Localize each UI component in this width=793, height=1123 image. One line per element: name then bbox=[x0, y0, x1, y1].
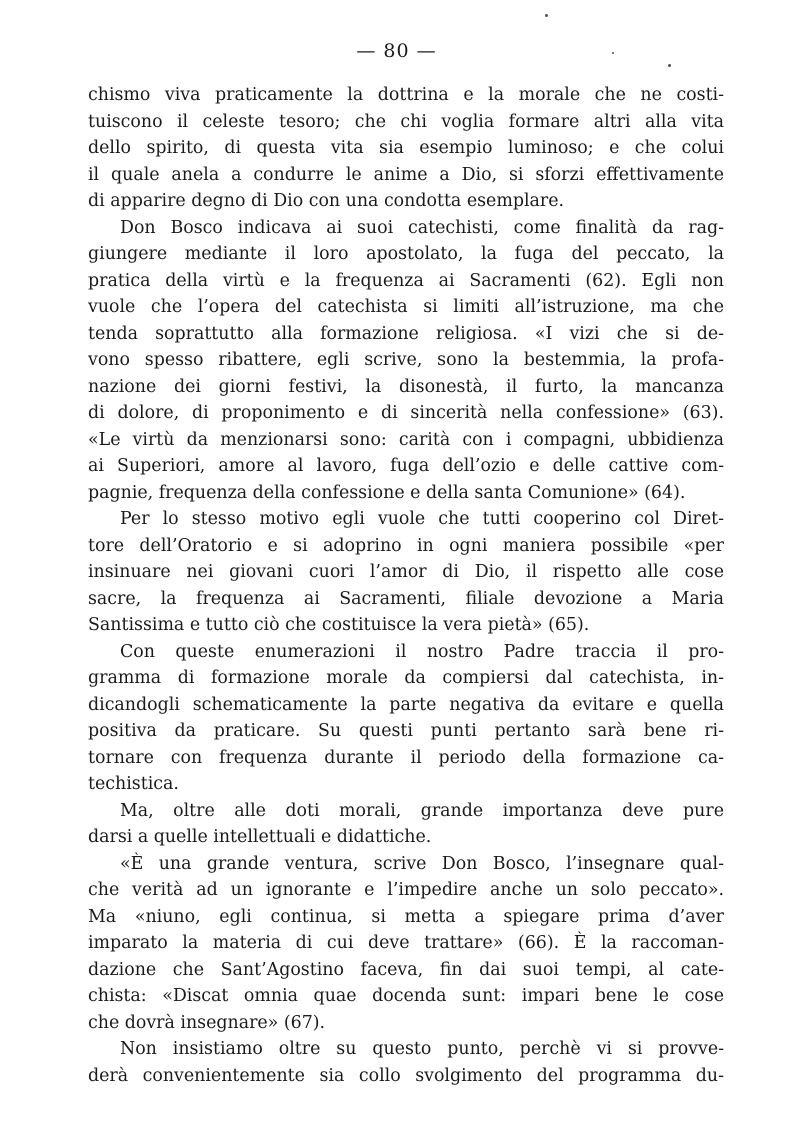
text-line: di dolore, di proponimento e di sincerità nella confessione» (63). bbox=[88, 403, 724, 423]
text-line: Don Bosco indicava ai suoi catechisti, come finalità da rag- bbox=[120, 217, 724, 238]
text-line: «È una grande ventura, scrive Don Bosco, l’insegnare qual- bbox=[120, 853, 724, 874]
page-number: — 80 — bbox=[356, 40, 437, 62]
text-line: Ma «niuno, egli continua, si metta a spiegare prima d’aver bbox=[88, 906, 724, 927]
paragraph-5 bbox=[88, 798, 724, 851]
text-line: giungere mediante il loro apostolato, la fuga del peccato, la bbox=[88, 244, 724, 264]
text-line: di apparire degno di Dio con una condotta esemplare. bbox=[88, 191, 565, 211]
paragraph-3 bbox=[88, 506, 724, 639]
print-speck bbox=[612, 52, 614, 54]
text-line: Non insistiamo oltre su questo punto, perchè vi si provve- bbox=[120, 1039, 724, 1059]
print-speck bbox=[545, 14, 548, 17]
text-line: imparato la materia di cui deve trattare» (66). È la raccoman- bbox=[88, 933, 724, 953]
text-line: pagnie, frequenza della confessione e della santa Comunione» (64). bbox=[88, 482, 686, 503]
text-line: Santissima e tutto ciò che costituisce la vera pietà» (65). bbox=[88, 615, 590, 635]
text-line: chista: «Discat omnia quae docenda sunt: impari bene le cose bbox=[88, 986, 724, 1006]
text-line: tenda soprattutto alla formazione religiosa. «I vizi che si de- bbox=[88, 323, 724, 344]
text-line: che dovrà insegnare» (67). bbox=[88, 1012, 326, 1033]
text-line: chismo viva praticamente la dottrina e la morale che ne costi- bbox=[88, 85, 724, 105]
text-line: derà convenientemente sia collo svolgimento del programma du- bbox=[88, 1065, 724, 1086]
text-line: dello spirito, di questa vita sia esempio luminoso; e che colui bbox=[88, 138, 724, 158]
text-line: Per lo stesso motivo egli vuole che tutti cooperino col Diret- bbox=[120, 509, 724, 529]
text-line: dicandogli schematicamente la parte negativa da evitare e quella bbox=[88, 694, 724, 715]
text-line: dazione che Sant’Agostino faceva, fin dai suoi tempi, al cate- bbox=[88, 959, 724, 980]
text-line: nazione dei giorni festivi, la disonestà, il furto, la mancanza bbox=[88, 376, 724, 397]
paragraph-2 bbox=[88, 215, 724, 507]
paragraph-1 bbox=[88, 82, 724, 215]
text-line: gramma di formazione morale da compiersi dal catechista, in- bbox=[88, 668, 724, 688]
print-speck bbox=[668, 64, 671, 67]
text-line: «Le virtù da menzionarsi sono: carità con i compagni, ubbidienza bbox=[88, 429, 724, 450]
text-line: techistica. bbox=[88, 774, 179, 794]
text-line: sacre, la frequenza ai Sacramenti, filiale devozione a Maria bbox=[88, 588, 724, 609]
text-line: tornare con frequenza durante il periodo della formazione ca- bbox=[88, 747, 724, 768]
body-text bbox=[88, 82, 724, 1089]
text-line: che verità ad un ignorante e l’impedire anche un solo peccato». bbox=[88, 880, 724, 900]
text-line: insinuare nei giovani cuori l’amor di Dio, il rispetto alle cose bbox=[88, 562, 724, 582]
text-line: tore dell’Oratorio e si adoprino in ogni maniera possibile «per bbox=[88, 535, 724, 556]
text-line: positiva da praticare. Su questi punti pertanto sarà bene ri- bbox=[88, 721, 724, 741]
text-line: vuole che l’opera del catechista si limiti all’istruzione, ma che bbox=[88, 297, 724, 317]
text-line: pratica della virtù e la frequenza ai Sacramenti (62). Egli non bbox=[88, 270, 724, 291]
paragraph-4 bbox=[88, 639, 724, 798]
text-line: darsi a quelle intellettuali e didattiche. bbox=[88, 827, 432, 847]
text-line: Ma, oltre alle doti morali, grande importanza deve pure bbox=[120, 800, 724, 821]
paragraph-6 bbox=[88, 851, 724, 1037]
text-line: Con queste enumerazioni il nostro Padre traccia il pro- bbox=[120, 641, 724, 662]
text-line: ai Superiori, amore al lavoro, fuga dell’ozio e delle cattive com- bbox=[88, 456, 724, 476]
text-line: vono spesso ribattere, egli scrive, sono la bestemmia, la profa- bbox=[88, 350, 724, 370]
paragraph-7 bbox=[88, 1036, 724, 1089]
text-line: il quale anela a condurre le anime a Dio, si sforzi effettivamente bbox=[88, 164, 724, 185]
text-line: tuiscono il celeste tesoro; che chi voglia formare altri alla vita bbox=[88, 111, 724, 132]
